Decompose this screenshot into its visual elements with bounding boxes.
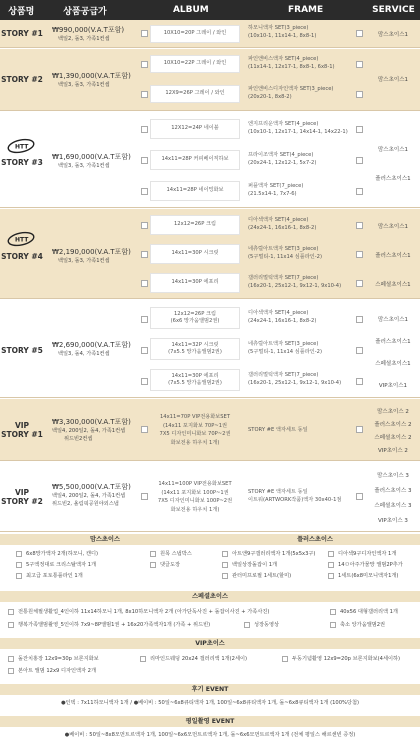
vip-story-1-row <box>0 399 420 461</box>
frame-line: 이트워(ARTWORK작품)액자 30x40-1점 <box>248 496 342 503</box>
plus-item-6[interactable] <box>328 572 398 579</box>
checkbox[interactable] <box>16 573 22 579</box>
story-4-album2: 14x11=30P 시크릿 <box>150 244 240 264</box>
frame-title: 네츄럴아트액자 SET(3_piece) <box>248 246 319 252</box>
album-line: 화보전용 하우치 1개) <box>170 439 220 446</box>
item-label: 백일상장돌잡이 1개 <box>232 562 278 568</box>
story-5-service-1: 맘스초이스1 <box>377 317 409 323</box>
story-4-album1: 12x12=26P 크림 <box>150 215 240 235</box>
story-4-album3: 14x11=30P 에포리 <box>150 273 240 293</box>
plus-item-2[interactable] <box>222 561 277 568</box>
frame-title: 디아섹액자 SET(4_piece) <box>248 310 309 316</box>
album-detail: (7x5.5 망가움앨범2권) <box>168 349 222 355</box>
album-line: 7X5 디자인미니화보 100P~2권 <box>157 498 233 504</box>
story-3-frame3-checkbox[interactable] <box>356 188 363 195</box>
album-line: (14x11 포지화보 100P~1권 <box>161 489 229 496</box>
moms-item-2[interactable] <box>16 561 96 568</box>
story-4-frame1-checkbox[interactable] <box>356 222 363 229</box>
plus-item-3[interactable] <box>222 572 291 579</box>
story-3-album2: 14x11=28P 커피베이직하보 <box>150 150 240 170</box>
frame-title: 파인앤비스디자인액자 SET(3_piece) <box>248 86 334 92</box>
item-label: 리마인드웨딩 20x24 갤러리액 1개(2세이) <box>150 656 248 662</box>
story-5-album1-checkbox[interactable] <box>141 316 148 323</box>
story-4-frame3-checkbox[interactable] <box>356 280 363 287</box>
checkbox[interactable] <box>222 573 228 579</box>
special-choice-title: 스페셜초이스 <box>0 591 420 602</box>
vip-1-album <box>150 405 240 455</box>
checkbox[interactable] <box>330 622 336 628</box>
album-detail: (6x6 망가움앨범2권) <box>170 318 220 324</box>
frame-title: 하모니액자 SET(3_piece) <box>248 25 309 31</box>
header-frame: FRAME <box>287 5 324 15</box>
story-3-frame1-checkbox[interactable] <box>356 126 363 133</box>
album-title: 14x11=32P 시크릿 <box>171 341 219 348</box>
story-5-price: ₩2,690,000(V.A.T포함) <box>52 341 131 349</box>
vip-1-sub-1: 백일4, 200일2, 돌4, 가족1컨셉 <box>52 428 126 434</box>
checkbox[interactable] <box>8 609 14 615</box>
story-1-label: STORY #1 <box>1 29 43 38</box>
vip-2-label: VIP <box>14 488 30 497</box>
story-1-price: ₩990,000(V.A.T포함) <box>52 26 125 34</box>
checkbox[interactable] <box>330 609 336 615</box>
vip-2-service-2: 플러스초이스 3 <box>374 488 412 494</box>
item-label: 두동기념활영 12x9=20p 브론지화보(4세이하) <box>292 656 401 662</box>
vip-1-frame: STORY #E 액자세트 동일 <box>248 427 308 433</box>
vip-choice-title: VIP초이스 <box>0 638 420 649</box>
story-1-frame <box>248 25 358 40</box>
item-label: 축소 앙가움앨범2권 <box>340 622 386 628</box>
frame-detail: (10x10-1, 12x17-1, 14x14-1, 14x22-1) <box>248 128 348 135</box>
vip-2-album <box>150 471 240 523</box>
checkbox[interactable] <box>140 656 146 662</box>
header-product: 상품명 <box>8 6 35 17</box>
frame-detail: (20x24-1, 12x12-1, 5x7-2) <box>248 159 317 166</box>
special-item-5[interactable] <box>330 621 385 628</box>
moms-item-3[interactable] <box>16 572 83 579</box>
checkbox[interactable] <box>282 656 288 662</box>
item-label: 성장동영상 <box>254 622 280 628</box>
header-price: 상품공급가 <box>63 6 107 17</box>
frame-title: 퍼플액자 SET(7_piece) <box>248 183 304 189</box>
album-line: 14x11=100P VIP전용화보SET <box>158 481 232 487</box>
frame-detail: (21.5x14-1, 7x7-6) <box>248 190 297 197</box>
vip-2-label-story: STORY #2 <box>1 497 43 506</box>
story-3-album3-checkbox[interactable] <box>141 188 148 195</box>
story-4-service-1: 맘스초이스1 <box>377 224 409 230</box>
item-label: 5구액정대로 크리스탈액자 1개 <box>26 562 97 568</box>
story-4-price: ₩2,190,000(V.A.T포함) <box>52 248 131 256</box>
story-2-label: STORY #2 <box>1 75 43 84</box>
checkbox[interactable] <box>16 562 22 568</box>
checkbox[interactable] <box>8 656 14 662</box>
vip-1-sub-2: 위드빈2컨셉 <box>64 436 93 442</box>
checkbox[interactable] <box>328 573 334 579</box>
story-2-album1: 10X10=22P 그레이 / 와인 <box>150 55 240 73</box>
story-2-album2: 12X9=26P 그레이 / 와인 <box>150 85 240 103</box>
story-1-frame-checkbox[interactable] <box>356 30 363 37</box>
story-3-service-2: 플러스초이스1 <box>375 176 411 182</box>
checkbox[interactable] <box>328 562 334 568</box>
review-event-title: 후기 EVENT <box>0 684 420 695</box>
album-line: 화보전용 하우치 1개) <box>170 506 220 513</box>
item-label: 1세트(6x8미모니액자1개) <box>338 573 399 579</box>
story-2-frame1-checkbox[interactable] <box>356 61 363 68</box>
story-4-row <box>0 209 420 299</box>
album-line: 14x11=70P VIP전용화보SET <box>160 414 230 420</box>
story-4-album1-checkbox[interactable] <box>141 222 148 229</box>
item-label: 6x8망가액자 2개(하모니, 캔디) <box>26 551 99 557</box>
story-2-sub: 백일3, 돌3, 가족1컨셉 <box>58 82 110 88</box>
checkbox[interactable] <box>8 622 14 628</box>
story-4-frame2 <box>248 246 358 261</box>
vip-2-service-3: 스페셜초이스 3 <box>374 503 412 509</box>
item-label: 본아트 앨범 12x9 디자인액자 2개 <box>18 668 96 674</box>
frame-detail: (24x24-1, 16x16-1, 8x8-2) <box>248 224 317 231</box>
review-event-text: ●인덱 : 7x11하모니액자 1개 / ●베이비 : 50일~6x8큐티액자 1개, 100일~6x8큐티액자 1개, 돌~6x8큐티액자 1개 (100%당첨) <box>61 700 359 706</box>
special-item-3[interactable] <box>330 608 398 615</box>
svg-text:HTT: HTT <box>15 236 29 244</box>
svg-text:HTT: HTT <box>15 143 29 151</box>
story-3-album1-checkbox[interactable] <box>141 126 148 133</box>
vip-2-frame-checkbox[interactable] <box>356 493 363 500</box>
story-5-album3-checkbox[interactable] <box>141 378 148 385</box>
checkbox[interactable] <box>222 551 228 557</box>
checkbox[interactable] <box>150 562 156 568</box>
frame-detail: (10x10-1, 11x14-1, 8x8-1) <box>248 32 317 39</box>
vip-1-price: ₩3,300,000(V.A.T포함) <box>52 418 131 426</box>
plus-item-1[interactable] <box>222 550 315 557</box>
story-5-album2 <box>150 338 240 360</box>
story-5-frame2 <box>248 341 358 356</box>
vip-1-service-1: 맘스초이스 2 <box>377 409 409 415</box>
story-2-frame2-checkbox[interactable] <box>356 91 363 98</box>
moms-choice-title: 맘스초이스 <box>0 534 210 545</box>
story-4-label: STORY #4 <box>1 252 43 261</box>
story-5-album2-checkbox[interactable] <box>141 347 148 354</box>
story-3-frame1 <box>248 121 358 136</box>
story-2-price: ₩1,390,000(V.A.T포함) <box>52 72 131 80</box>
special-item-1[interactable] <box>8 608 269 615</box>
vip-1-album-checkbox[interactable] <box>141 426 148 433</box>
story-1-album: 10X10=20P 그레이 / 와인 <box>150 25 240 43</box>
moms-item-1[interactable] <box>16 550 98 557</box>
vip-item-4[interactable] <box>282 655 400 662</box>
vip-story-2-row <box>0 462 420 532</box>
frame-title: 갤러리멀틱액자 SET(7_piece) <box>248 372 319 378</box>
story-1-row <box>0 20 420 48</box>
story-3-frame3 <box>248 183 358 198</box>
story-2-frame2 <box>248 86 358 101</box>
story-3-label: STORY #3 <box>1 158 43 167</box>
frame-title: 파인앤비스액자 SET(4_piece) <box>248 56 319 62</box>
story-4-service-3: 스페셜초이스1 <box>375 282 411 288</box>
plus-item-5[interactable] <box>328 561 403 568</box>
vip-item-1[interactable] <box>8 655 99 662</box>
story-4-album2-checkbox[interactable] <box>141 251 148 258</box>
vip-2-sub-2: 위드빈2, 올림픽공원야외스냅 <box>52 501 119 507</box>
item-label: 40x56 대형갤러리액 1개 <box>340 609 398 615</box>
vip-2-album-checkbox[interactable] <box>141 493 148 500</box>
story-3-frame2 <box>248 152 358 167</box>
vip-1-service-2: 플러스초이스 2 <box>374 422 412 428</box>
story-5-service-4: VIP초이스1 <box>378 383 408 389</box>
story-1-album-checkbox[interactable] <box>141 30 148 37</box>
checkbox[interactable] <box>150 551 156 557</box>
special-item-4[interactable] <box>244 621 279 628</box>
frame-detail: (5구멀티-1, 11x14 심플라인-2) <box>248 348 322 355</box>
story-5-frame3-checkbox[interactable] <box>356 378 363 385</box>
story-3-frame2-checkbox[interactable] <box>356 157 363 164</box>
vip-1-service-4: VIP초이스 2 <box>378 448 408 454</box>
vip-item-2[interactable] <box>8 667 96 674</box>
item-label: 돌잔치홍장 12x9=30p 브론지화보 <box>18 656 99 662</box>
plus-choice-title: 플러스초이스 <box>210 534 420 545</box>
frame-detail: (24x24-1, 16x16-1, 8x8-2) <box>248 317 317 324</box>
album-title: 12x12=26P 크림 <box>173 310 217 317</box>
checkbox[interactable] <box>16 551 22 557</box>
album-detail: (7x5.5 망가움앨범2권) <box>168 380 222 386</box>
item-label: 전통원체필생활업_4인이하 11x14하모니 1개, 8x10하모니액자 2개 (아가단독사진 + 돌잡이사진 + 가족사진) <box>18 609 270 615</box>
story-3-row <box>0 112 420 208</box>
story-3-sub: 백일3, 돌3, 가족1컨셉 <box>58 163 110 169</box>
story-5-frame3 <box>248 372 358 387</box>
frame-detail: (16x20-1, 25x12-1, 9x12-1, 9x10-4) <box>248 379 342 386</box>
frame-title: 갤러리멀틱액자 SET(7_piece) <box>248 275 319 281</box>
frame-title: 디아섹액자 SET(4_piece) <box>248 217 309 223</box>
frame-detail: (16x20-1, 25x12-1, 9x12-1, 9x10-4) <box>248 282 342 289</box>
item-label: 행복가족앨범촬영_5인이하 7x9~8P앨범1권 + 16x20가족액자1개 (가족 + 위드빈) <box>18 622 211 628</box>
story-5-frame1 <box>248 310 358 325</box>
story-1-sub: 백일2, 돌3, 가족1컨셉 <box>58 36 110 42</box>
table-header <box>0 0 420 20</box>
frame-detail: (5구멀티-1, 11x14 심플라인-2) <box>248 253 322 260</box>
frame-title: 엔지프리운액자 SET(4_piece) <box>248 121 319 127</box>
frame-detail: (20x20-1, 8x8-2) <box>248 93 292 100</box>
story-5-service-2: 플러스초이스1 <box>375 339 411 345</box>
story-5-service-3: 스페셜초이스1 <box>375 361 411 367</box>
vip-1-frame-checkbox[interactable] <box>356 426 363 433</box>
item-label: 최고급 포토통플라인 1개 <box>26 573 83 579</box>
moms-item-5[interactable] <box>150 561 180 568</box>
plus-item-4[interactable] <box>328 550 396 557</box>
story-2-service: 맘스초이스1 <box>377 77 409 83</box>
checkbox[interactable] <box>8 668 14 674</box>
vip-2-sub-1: 백일4, 200일2, 돌4, 가족1컨셉 <box>52 493 126 499</box>
vip-1-service-3: 스페셜초이스 2 <box>374 435 412 441</box>
story-4-frame3 <box>248 275 358 290</box>
vip-2-frame <box>248 489 358 504</box>
item-label: 디아섹9구디자인액자 1개 <box>338 551 397 557</box>
weekday-event-text: ●베이비 : 50일~8x8모먼트르액자 1개, 100일~6x6모먼트르액자 1개, 돌~6x6모먼트르액자 1개 (전체 평일스 해르센빈 증정) <box>64 732 356 738</box>
frame-title: 네츄럴아트액자 SET(3_piece) <box>248 341 319 347</box>
story-5-row <box>0 300 420 398</box>
story-4-album3-checkbox[interactable] <box>141 280 148 287</box>
story-2-frame1 <box>248 56 358 71</box>
moms-item-4[interactable] <box>150 550 192 557</box>
frame-title: 프라이조액자 SET(4_piece) <box>248 152 314 158</box>
story-4-service-2: 플러스초이스1 <box>375 253 411 259</box>
story-5-album1 <box>150 307 240 329</box>
htt-logo-icon <box>6 231 36 247</box>
weekday-event-title: 평일촬영 EVENT <box>0 716 420 727</box>
album-title: 14x11=30P 에포리 <box>171 372 219 379</box>
checkbox[interactable] <box>328 551 334 557</box>
story-4-frame2-checkbox[interactable] <box>356 251 363 258</box>
header-album: ALBUM <box>172 5 209 15</box>
item-label: 아트앤9구갤러리액자 1개(5x5x3구) <box>232 551 316 557</box>
story-3-album3: 14x11=28P 네이밍화보 <box>150 181 240 201</box>
story-5-frame2-checkbox[interactable] <box>356 347 363 354</box>
vip-1-label-story: STORY #1 <box>1 430 43 439</box>
story-4-frame1 <box>248 217 358 232</box>
story-3-price: ₩1,690,000(V.A.T포함) <box>52 153 131 161</box>
story-2-album1-checkbox[interactable] <box>141 61 148 68</box>
story-3-album1: 12X12=24P 네이블 <box>150 119 240 139</box>
item-label: 원목 스냅박스 <box>160 551 192 557</box>
story-3-service-1: 맘스초이스1 <box>377 147 409 153</box>
vip-2-price: ₩5,500,000(V.A.T포함) <box>52 483 131 491</box>
story-5-label: STORY #5 <box>1 346 43 355</box>
story-2-album2-checkbox[interactable] <box>141 91 148 98</box>
story-5-sub: 백일3, 돌4, 가족1컨셉 <box>58 351 110 357</box>
story-2-row <box>0 49 420 111</box>
story-5-frame1-checkbox[interactable] <box>356 316 363 323</box>
frame-line: STORY #E 액자세트 동일 <box>248 489 308 495</box>
story-1-service: 맘스초이스1 <box>377 32 409 38</box>
story-5-album3 <box>150 369 240 391</box>
story-3-album2-checkbox[interactable] <box>141 157 148 164</box>
album-line: (14x11 포지화보 70P~1권 <box>162 422 228 429</box>
special-item-2[interactable] <box>8 621 210 628</box>
checkbox[interactable] <box>244 622 250 628</box>
album-line: 7X5 디자인미니화보 70P~2권 <box>159 431 231 437</box>
htt-logo-icon <box>6 138 36 154</box>
header-service: SERVICE <box>372 5 415 15</box>
frame-detail: (11x14-1, 12x17-1, 8x8-1, 6x8-1) <box>248 63 335 70</box>
item-label: 관터미프로필 1세트(할미) <box>232 573 292 579</box>
vip-item-3[interactable] <box>140 655 247 662</box>
item-label: 14ㅁ아주가물망 앨범2P추가 <box>338 562 403 568</box>
item-label: 댓글도장 <box>160 562 181 568</box>
checkbox[interactable] <box>222 562 228 568</box>
vip-1-label: VIP <box>14 421 30 430</box>
story-4-sub: 백일3, 돌3, 가족1컨셉 <box>58 258 110 264</box>
vip-2-service-4: VIP초이스 3 <box>378 518 408 524</box>
vip-2-service-1: 맘스초이스 3 <box>377 473 409 479</box>
